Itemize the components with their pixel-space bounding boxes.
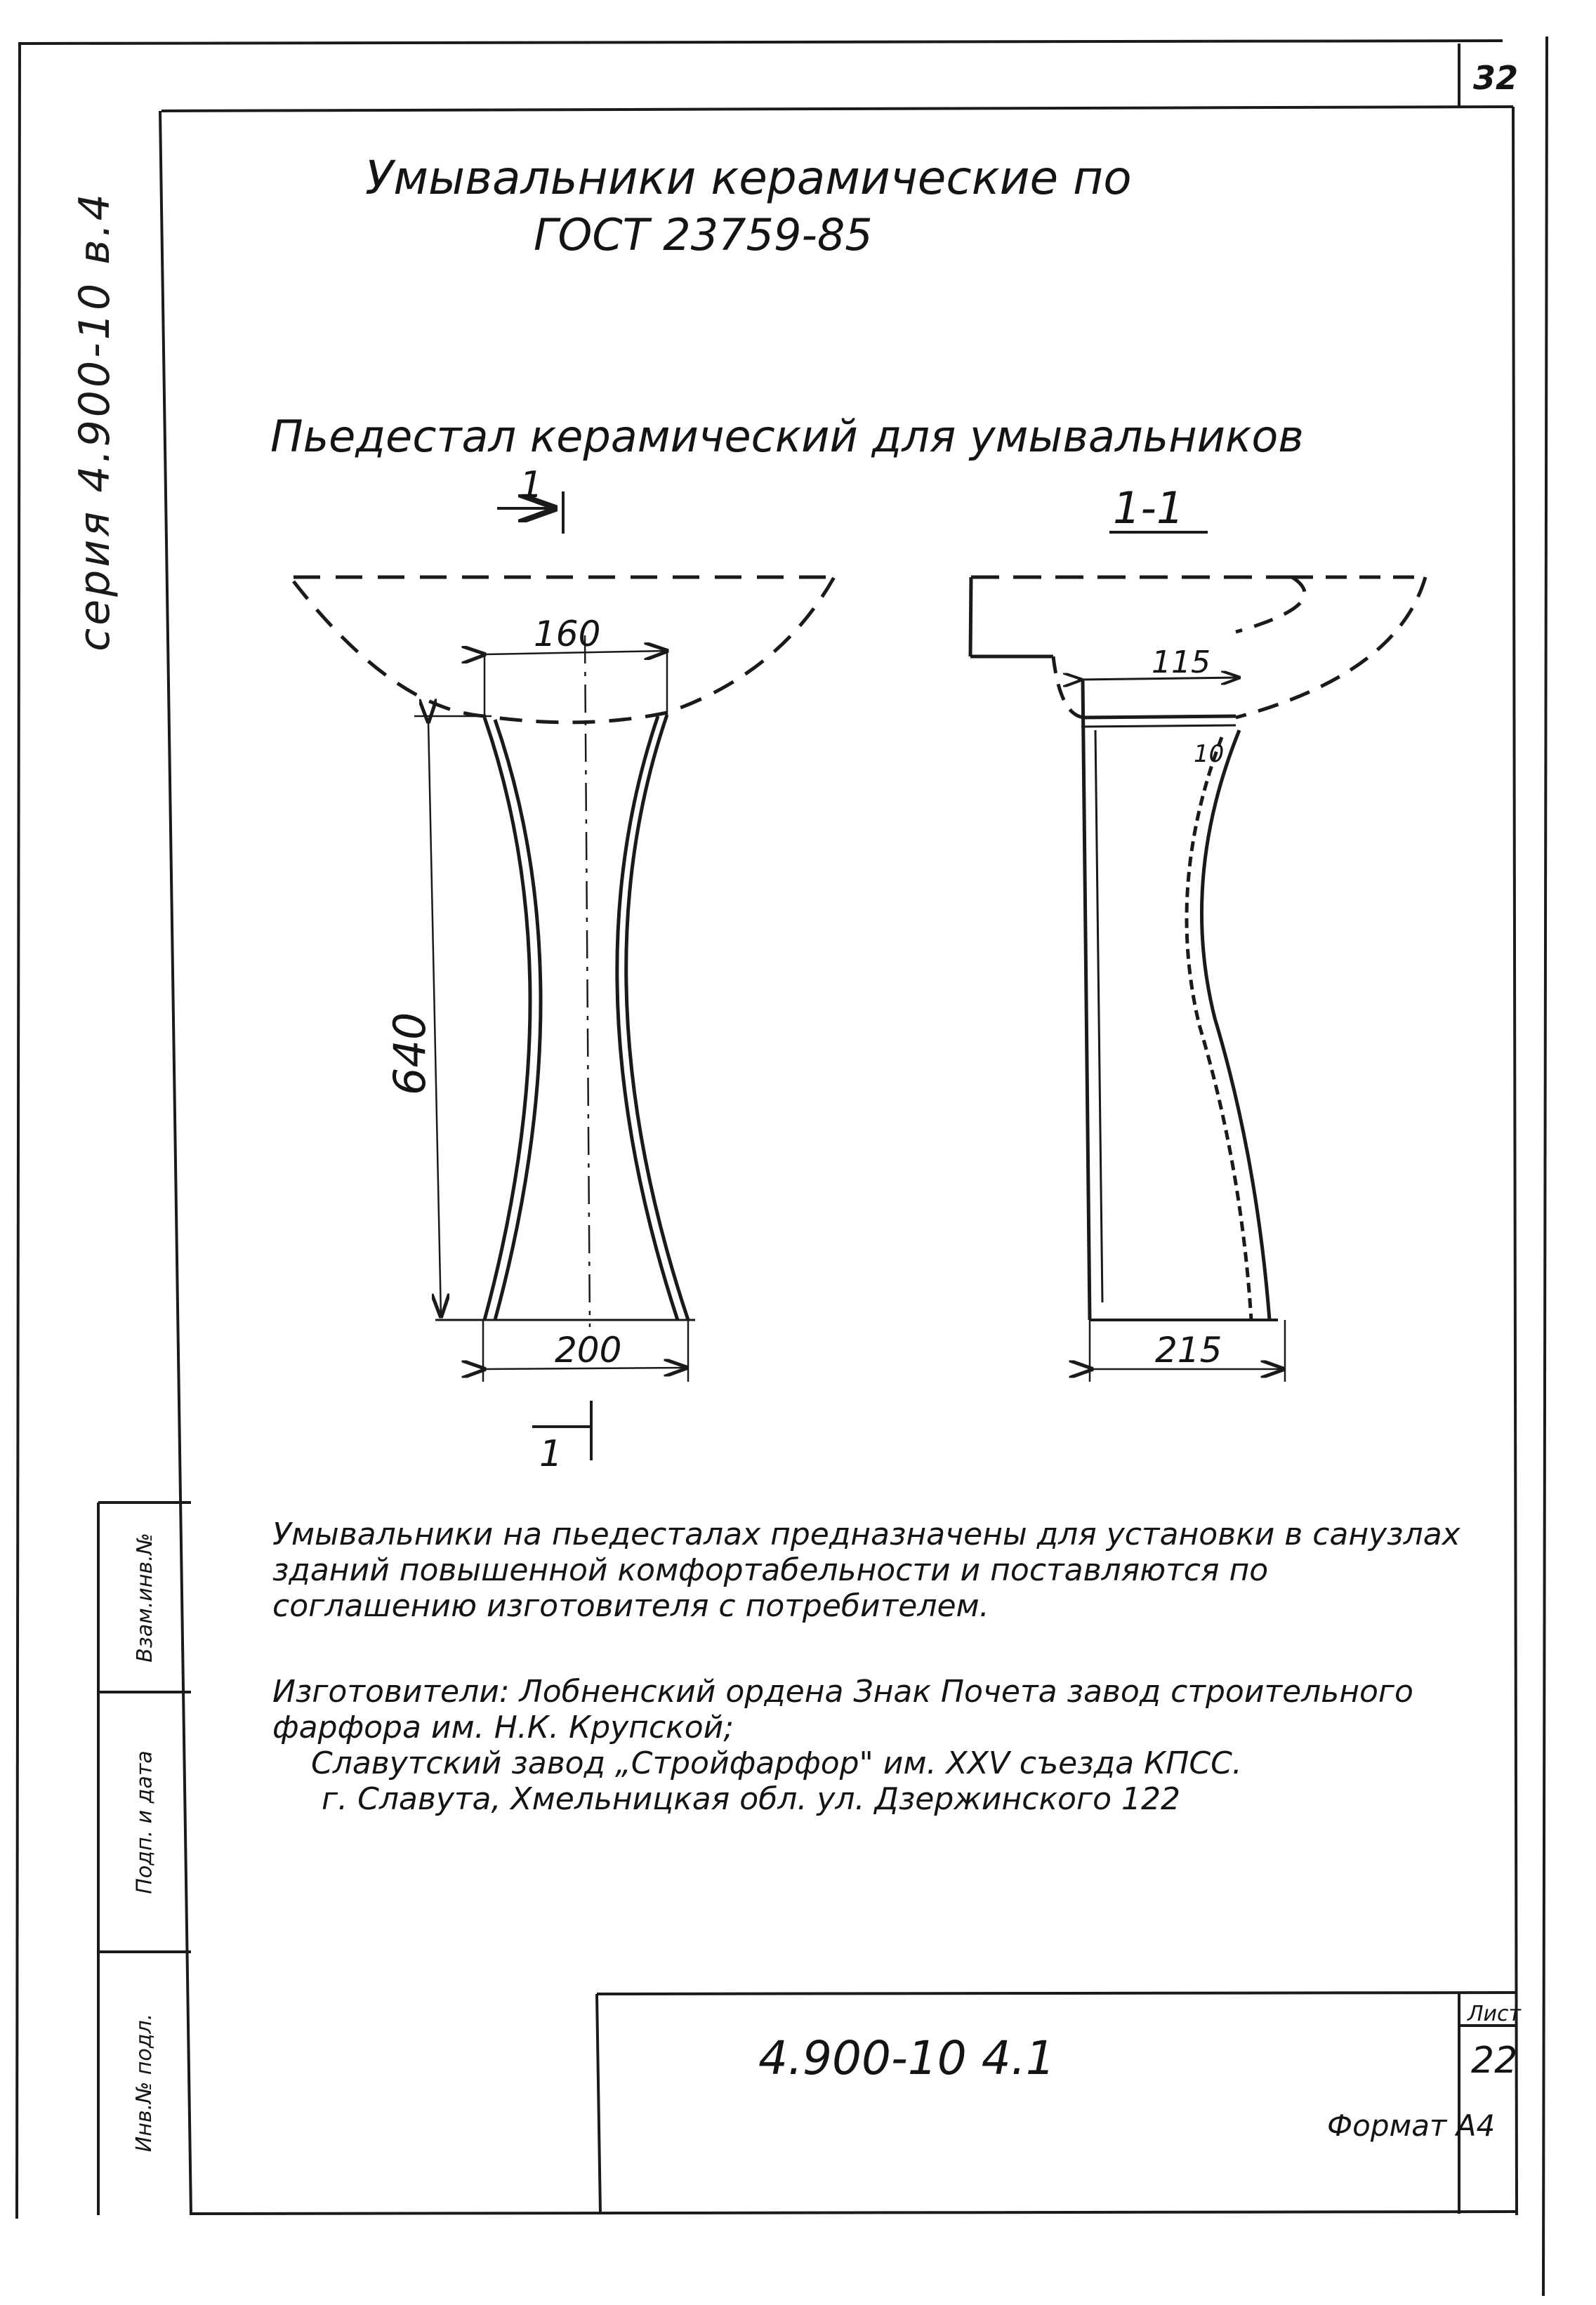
dim-wall-section: 10 — [1194, 740, 1225, 768]
title-block-sheet-number: 22 — [1471, 2040, 1518, 2082]
page-number: 32 — [1473, 59, 1519, 97]
stamp-box-2-label: Подп. и дата — [132, 1750, 157, 1894]
manufacturers-line3: г. Славута, Хмельницкая обл. ул. Дзержинского 122 — [322, 1781, 1180, 1817]
manufacturers-block — [272, 1674, 1480, 1817]
section-view-label: 1-1 — [1113, 482, 1185, 534]
stamp-box-3 — [98, 1952, 191, 2214]
section-marker-top-label: 1 — [520, 464, 543, 506]
drawing-subtitle: Пьедестал керамический для умывальников — [270, 411, 1304, 462]
manufacturers-line1: Изготовители: Лобненский ордена Знак Почета завод строительного фарфора им. Н.К. Крупской; — [272, 1674, 1413, 1745]
document-title-line2: ГОСТ 23759-85 — [534, 209, 873, 260]
stamp-box-3-label: Инв.№ подл. — [132, 2013, 157, 2153]
dim-top-depth-section: 115 — [1152, 645, 1211, 680]
dim-base-depth-section: 215 — [1155, 1330, 1222, 1371]
dim-top-width-front: 160 — [534, 614, 601, 654]
description-text: Умывальники на пьедесталах предназначены для установки в санузлах зданий повышенной комфортабельности и поставляются по соглашению изготовителя с потребителем. — [272, 1517, 1460, 1624]
stamp-box-1-label: Взам.инв.№ — [132, 1532, 157, 1663]
dim-base-width-front: 200 — [555, 1330, 622, 1371]
document-title-line1: Умывальники керамические по — [365, 151, 1132, 205]
title-block-doc-code: 4.900-10 4.1 — [758, 2031, 1055, 2085]
manufacturers-line2: Славутский завод „Стройфарфор" им. XXV съезда КПСС. — [311, 1745, 1242, 1781]
stamp-box-1 — [98, 1502, 191, 1692]
section-marker-bottom-label: 1 — [539, 1433, 563, 1475]
series-label-text: серия 4.900-10 в.4 — [70, 191, 119, 652]
stamp-box-2 — [98, 1692, 191, 1952]
title-block-sheet-label: Лист — [1468, 2002, 1522, 2026]
dim-height-front: 640 — [384, 1012, 435, 1095]
format-label: Формат А4 — [1327, 2108, 1496, 2143]
